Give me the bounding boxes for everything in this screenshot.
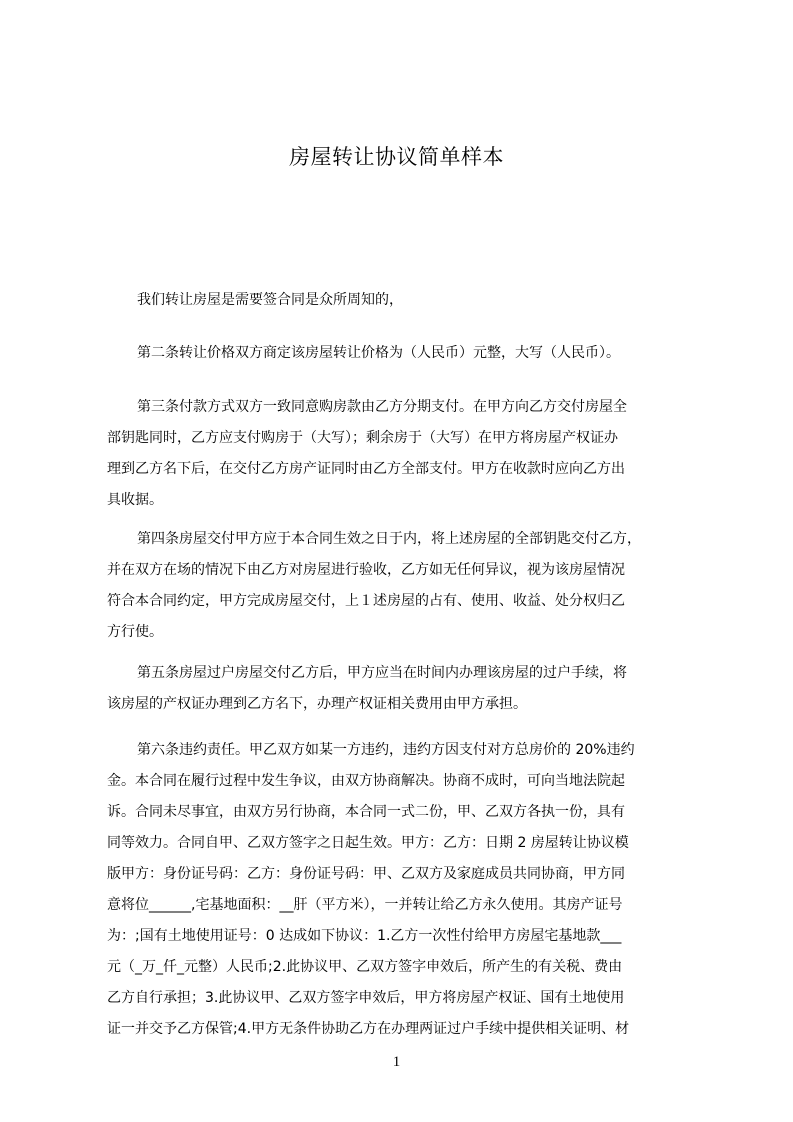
text-line: 具收据。 xyxy=(107,492,163,508)
text-line: 并在双方在场的情况下由乙方对房屋进行验收，乙方如无任何异议，视为该房屋情况 xyxy=(107,562,625,578)
text-line: 同等效力。合同自甲、乙双方签字之日起生效。甲方：乙方：日期 2 房屋转让协议模 xyxy=(107,835,629,851)
document-title: 房屋转让协议简单样本 xyxy=(289,145,504,169)
paragraph-article-5 xyxy=(107,658,701,720)
text-line: 元（_万_仟_元整）人民币;2.此协议甲、乙双方签字申效后，所产生的有关税、费由 xyxy=(107,959,623,975)
text-line: 金。本合同在履行过程中发生争议，由双方协商解决。协商不成时，可向当地法院起 xyxy=(107,773,625,789)
text-line: 意将位______,宅基地面积：__肝（平方米），一并转让给乙方永久使用。其房产证号 xyxy=(107,897,623,913)
text-line: 我们转让房屋是需要签合同是众所周知的， xyxy=(137,292,403,308)
text-line: 诉。合同未尽事宜，由双方另行协商，本合同一式二份，甲、乙双方各执一份，具有 xyxy=(107,804,625,820)
paragraph-intro xyxy=(107,285,701,316)
text-line: 符合本合同约定，甲方完成房屋交付，上１述房屋的占有、使用、收益、处分权归乙 xyxy=(107,593,625,609)
text-line: 第三条付款方式双方一致同意购房款由乙方分期支付。在甲方向乙方交付房屋全 xyxy=(137,399,627,415)
text-line: 版甲方：身份证号码：乙方：身份证号码：甲、乙双方及家庭成员共同协商，甲方同 xyxy=(107,866,625,882)
paragraph-article-4 xyxy=(107,524,701,648)
text-line: 第六条违约责任。甲乙双方如某一方违约，违约方因支付对方总房价的 20%违约 xyxy=(137,742,635,758)
paragraph-article-6 xyxy=(107,735,701,1045)
text-line: 第五条房屋过户房屋交付乙方后，甲方应当在时间内办理该房屋的过户手续，将 xyxy=(137,665,627,681)
text-line: 第四条房屋交付甲方应于本合同生效之日于内，将上述房屋的全部钥匙交付乙方， xyxy=(137,531,641,547)
text-line: 第二条转让价格双方商定该房屋转让价格为（人民币）元整，大写（人民币）。 xyxy=(137,345,620,361)
text-line: 部钥匙同时，乙方应支付购房于（大写）；剩余房于（大写）在甲方将房屋产权证办 xyxy=(107,430,618,446)
text-line: 该房屋的产权证办理到乙方名下，办理产权证相关费用由甲方承担。 xyxy=(107,696,527,712)
text-line: 乙方自行承担；3.此协议甲、乙双方签字申效后，甲方将房屋产权证、国有土地使用 xyxy=(107,990,625,1006)
page-number: 1 xyxy=(392,1054,401,1070)
text-line: 方行使。 xyxy=(107,624,163,640)
paragraph-article-3 xyxy=(107,392,701,516)
text-line: 证一并交予乙方保管;4.甲方无条件协助乙方在办理两证过户手续中提供相关证明、材 xyxy=(107,1021,630,1037)
text-line: 理到乙方名下后，在交付乙方房产证同时由乙方全部支付。甲方在收款时应向乙方出 xyxy=(107,461,625,477)
text-line: 为：;国有土地使用证号：0 达成如下协议：1.乙方一次性付给甲方房屋宅基地款___ xyxy=(107,928,622,944)
paragraph-article-2 xyxy=(107,338,701,369)
